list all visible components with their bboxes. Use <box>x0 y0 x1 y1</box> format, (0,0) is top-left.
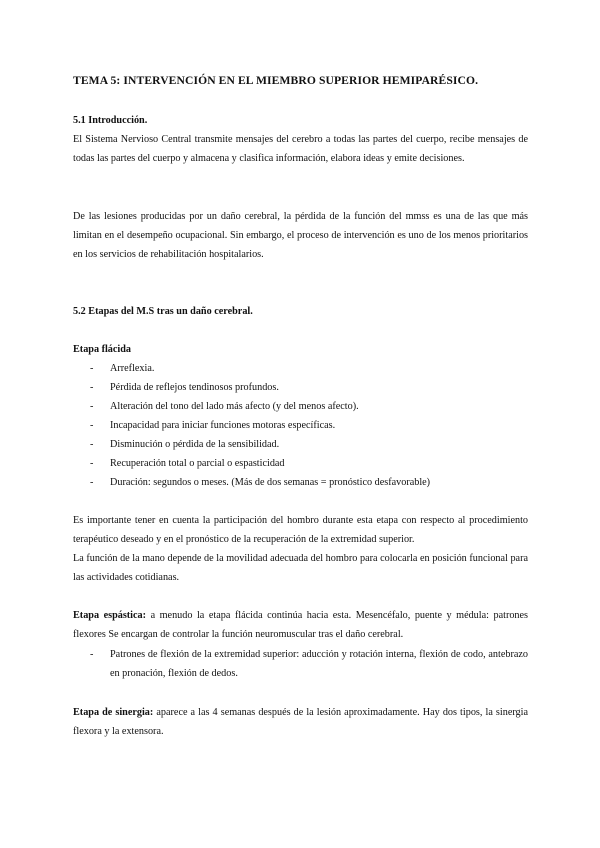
list-item: - Pérdida de reflejos tendinosos profundos. <box>90 382 279 393</box>
list-item: - Alteración del tono del lado más afecto (y del menos afecto). <box>90 401 359 412</box>
espastica-label: Etapa espástica: <box>73 610 147 621</box>
list-item: - Recuperación total o parcial o espasticidad <box>90 458 285 469</box>
list-item: - Duración: segundos o meses. (Más de dos semanas = pronóstico desfavorable) <box>90 477 431 488</box>
list-item: - Patrones de flexión de la extremidad superior: aducción y rotación interna, flexión de codo, antebrazo en pronación, flexión de dedos. <box>90 649 528 679</box>
list-item: - Incapacidad para iniciar funciones motoras específicas. <box>90 420 336 431</box>
intro-paragraph-2: De las lesiones producidas por un daño cerebral, la pérdida de la función del mmss es una de las que más limitan en el desempeño ocupacional. Sin embargo, el proceso de intervención es uno de los menos prioritarios en los servicios de rehabilitación hospitalarios. <box>73 211 528 260</box>
sinergia-label: Etapa de sinergia: <box>73 707 154 718</box>
sinergia-paragraph: Etapa de sinergia: aparece a las 4 semanas después de la lesión aproximadamente. Hay dos tipos, la sinergia flexora y la extensora. <box>73 707 528 737</box>
flacida-heading: Etapa flácida <box>73 344 132 355</box>
flacida-list <box>73 359 528 492</box>
section-etapas-heading: 5.2 Etapas del M.S tras un daño cerebral. <box>73 306 253 317</box>
espastica-list <box>73 645 528 683</box>
espastica-paragraph: Etapa espástica: a menudo la etapa flácida continúa hacia esta. Mesencéfalo, puente y médula: patrones flexores Se encargan de controlar la función neuromuscular tras el daño cerebral. <box>73 610 529 640</box>
flacida-paragraph-1: Es importante tener en cuenta la participación del hombro durante esta etapa con respecto al procedimiento terapéutico deseado y en el pronóstico de la recuperación de la extremidad superior. <box>73 515 528 545</box>
intro-paragraph-1: El Sistema Nervioso Central transmite mensajes del cerebro a todas las partes del cuerpo, recibe mensajes de todas las partes del cuerpo y almacena y clasifica información, elabora ideas y emite decisiones. <box>73 134 528 164</box>
document-title: TEMA 5: INTERVENCIÓN EN EL MIEMBRO SUPERIOR HEMIPARÉSICO. <box>73 74 479 87</box>
list-item: - Disminución o pérdida de la sensibilidad. <box>90 439 280 450</box>
flacida-paragraph-2: La función de la mano depende de la movilidad adecuada del hombro para colocarla en posición funcional para las actividades cotidianas. <box>73 553 528 583</box>
list-item: - Arreflexia. <box>90 363 155 374</box>
section-intro-heading: 5.1 Introducción. <box>73 115 148 126</box>
